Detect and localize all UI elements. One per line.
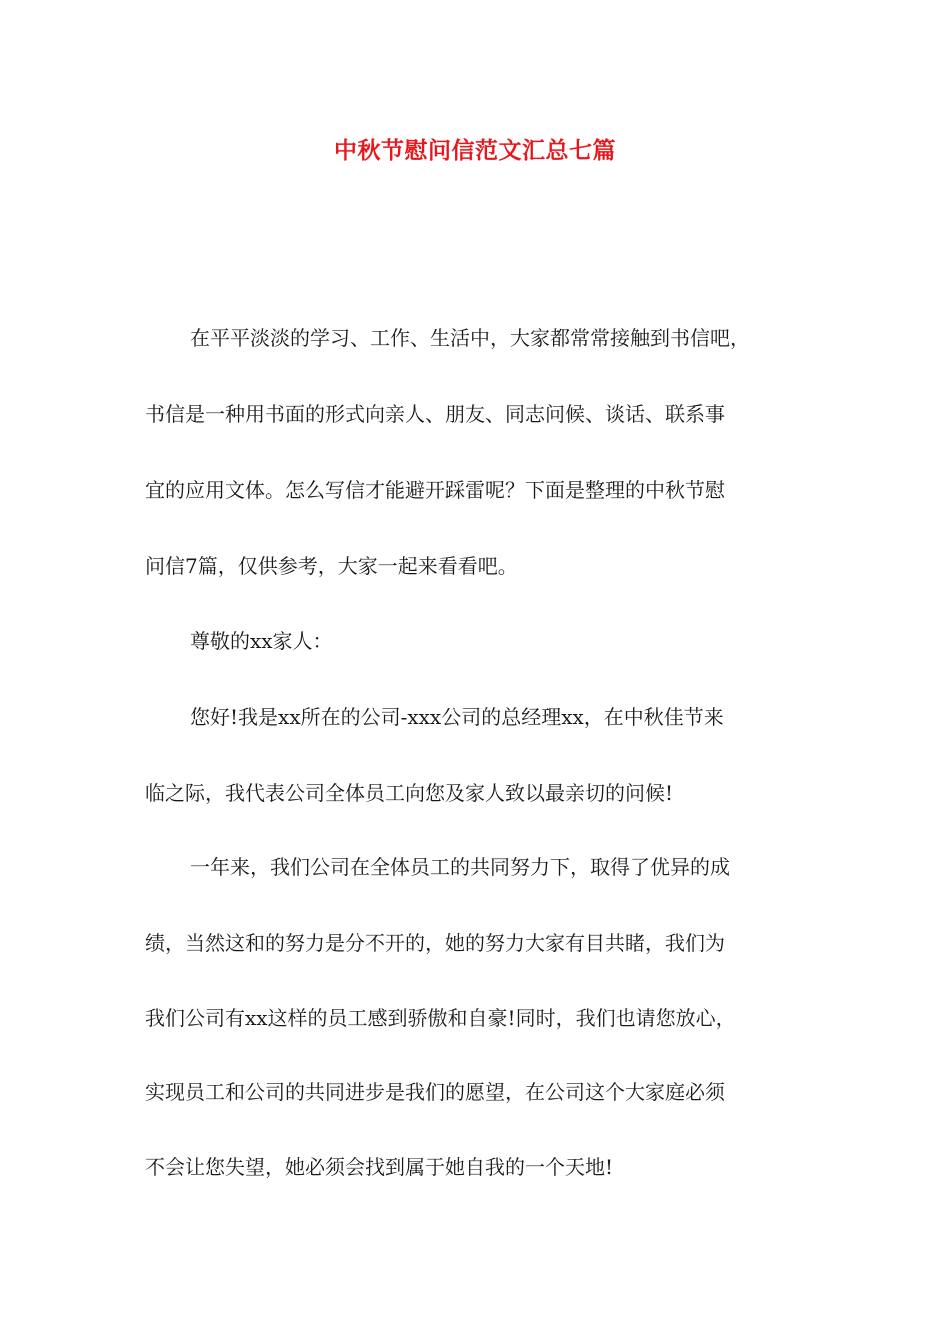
body-line: 在平平淡淡的学习、工作、生活中，大家都常常接触到书信吧， [190,326,750,350]
body-line: 您好!我是xx所在的公司-xxx公司的总经理xx，在中秋佳节来 [190,705,724,729]
body-line: 实现员工和公司的共同进步是我们的愿望，在公司这个大家庭必须 [145,1080,725,1104]
body-line: 临之际，我代表公司全体员工向您及家人致以最亲切的问候! [145,781,674,805]
salutation-line: 尊敬的xx家人： [190,629,333,653]
body-line: 绩，当然这和的努力是分不开的，她的努力大家有目共睹，我们为 [145,931,725,955]
body-line: 书信是一种用书面的形式向亲人、朋友、同志问候、谈话、联系事 [145,402,725,426]
body-line: 一年来，我们公司在全体员工的共同努力下，取得了优异的成 [190,855,730,879]
document-title: 中秋节慰问信范文汇总七篇 [334,138,616,164]
body-line: 宜的应用文体。怎么写信才能避开踩雷呢？下面是整理的中秋节慰 [145,478,725,502]
body-line: 不会让您失望，她必须会找到属于她自我的一个天地! [145,1155,614,1179]
body-line: 问信7篇，仅供参考，大家一起来看看吧。 [145,554,518,578]
body-line: 我们公司有xx这样的员工感到骄傲和自豪!同时，我们也请您放心， [145,1006,736,1030]
